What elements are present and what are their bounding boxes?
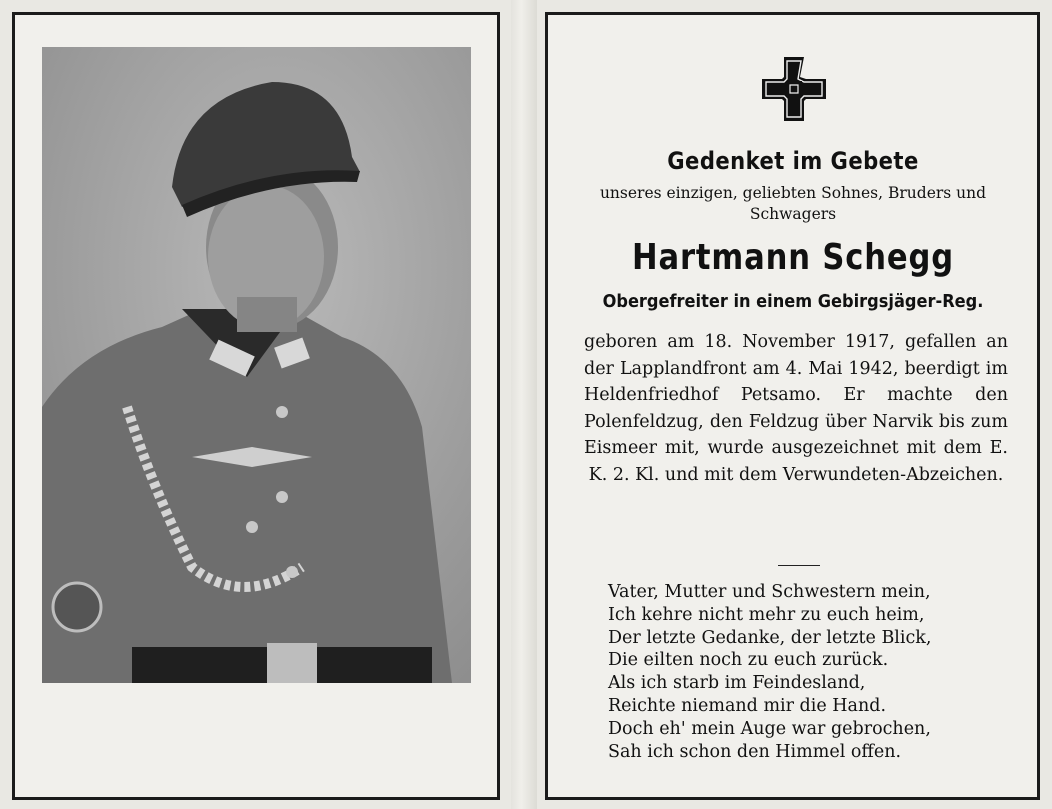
photo-panel: [12, 12, 500, 800]
deceased-name: Hartmann Schegg: [631, 237, 955, 278]
iron-cross-icon: [760, 55, 828, 123]
biography-text: geboren am 18. November 1917, gefallen an der Lapplandfront am 4. Mai 1942, beerdigt im Heldenfriedhof Petsamo. Er machte den Polenfeldzug, den Feldzug über Narvik bis zum Eismeer mit, wurde ausgezeichnet mit dem E. K. 2. Kl. und mit dem Verwundeten-Abzeichen.: [584, 332, 1008, 485]
memorial-poem: [608, 581, 931, 763]
bleed-through-text: [55, 687, 59, 700]
poem-line: Sah ich schon den Himmel offen.: [608, 741, 902, 762]
poem-line: Doch eh' mein Auge war gebrochen,: [608, 718, 931, 739]
divider-line: [778, 565, 820, 566]
poem-line: Vater, Mutter und Schwestern mein,: [608, 582, 931, 602]
card-fold: [511, 0, 537, 809]
card-heading: Gedenket im Gebete: [667, 147, 919, 175]
poem-line: Reichte niemand mir die Hand.: [608, 695, 887, 716]
poem-line: Der letzte Gedanke, der letzte Blick,: [608, 627, 932, 648]
poem-line: Ich kehre nicht mehr zu euch heim,: [608, 604, 925, 625]
poem-line: Die eilten noch zu euch zurück.: [608, 650, 889, 671]
poem-line: Als ich starb im Feindesland,: [608, 673, 866, 694]
military-rank: Obergefreiter in einem Gebirgsjäger-Reg.: [602, 291, 984, 312]
text-panel: [545, 12, 1040, 800]
portrait-photo: [42, 47, 471, 683]
card-intro: unseres einzigen, geliebten Sohnes, Bruders und Schwagers: [599, 184, 987, 223]
